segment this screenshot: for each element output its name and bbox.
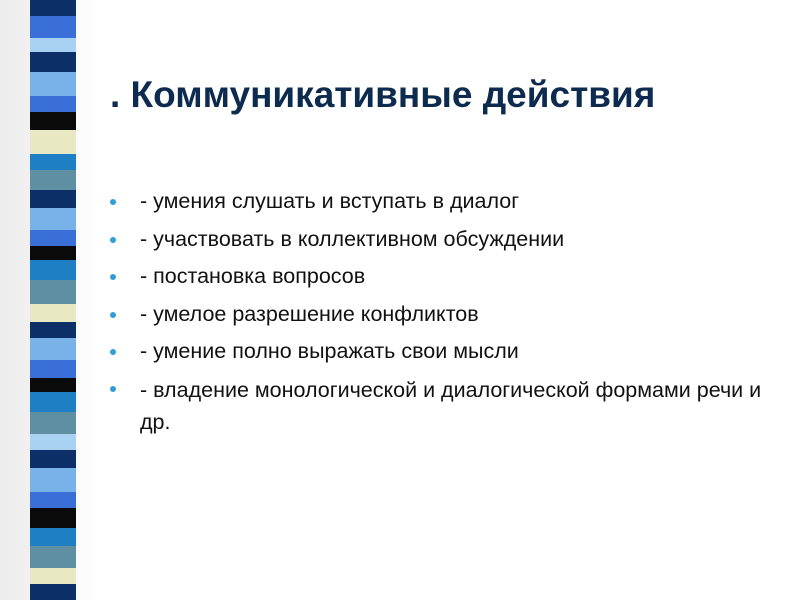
decorative-stripe — [30, 112, 76, 130]
bullet-dot-icon — [110, 349, 116, 355]
decorative-stripe — [30, 190, 76, 208]
bullet-item — [108, 183, 768, 221]
decorative-stripe — [30, 468, 76, 492]
decorative-stripe — [30, 546, 76, 568]
decorative-stripe — [30, 584, 76, 600]
decorative-stripe — [30, 508, 76, 528]
decorative-stripe — [30, 378, 76, 392]
decorative-stripe — [30, 52, 76, 72]
decorative-stripe — [30, 338, 76, 360]
decorative-stripe — [30, 130, 76, 154]
bullet-text: - умение полно выражать свои мысли — [140, 339, 519, 363]
bullet-text: - постановка вопросов — [140, 264, 366, 288]
decorative-stripe — [30, 246, 76, 260]
decorative-stripe — [30, 492, 76, 508]
decorative-stripe — [30, 72, 76, 96]
bullet-dot-icon — [110, 386, 116, 392]
decorative-stripe — [30, 528, 76, 546]
bullet-list — [108, 183, 768, 438]
decorative-stripe — [30, 392, 76, 412]
bullet-dot-icon — [110, 274, 116, 280]
bullet-item — [108, 296, 768, 334]
decorative-stripe — [30, 322, 76, 338]
decorative-stripe — [30, 16, 76, 38]
decorative-stripe — [30, 38, 76, 52]
decorative-stripe — [30, 208, 76, 230]
decorative-stripe — [30, 260, 76, 280]
decorative-stripe — [30, 412, 76, 434]
bullet-item — [108, 221, 768, 259]
decorative-stripe — [30, 280, 76, 304]
decorative-stripe-column — [30, 0, 76, 600]
decorative-stripe — [30, 450, 76, 468]
bullet-dot-icon — [110, 199, 116, 205]
decorative-stripe — [30, 304, 76, 322]
decorative-stripe — [30, 170, 76, 190]
decorative-stripe — [30, 230, 76, 246]
bullet-dot-icon — [110, 312, 116, 318]
bullet-item — [108, 333, 768, 371]
bullet-text: - умения слушать и вступать в диалог — [140, 189, 520, 213]
bullet-text: - владение монологической и диалогической формами речи и др. — [140, 377, 762, 434]
decorative-stripe — [30, 434, 76, 450]
bullet-item — [108, 371, 768, 438]
bullet-item — [108, 258, 768, 296]
slide-title: . Коммуникативные действия — [110, 74, 656, 115]
bullet-dot-icon — [110, 237, 116, 243]
bullet-text: - умелое разрешение конфликтов — [140, 301, 479, 326]
decorative-stripe — [30, 568, 76, 584]
decorative-stripe — [30, 360, 76, 378]
decorative-stripe — [30, 0, 76, 16]
decorative-stripe — [30, 154, 76, 170]
bullet-text: - участвовать в коллективном обсуждении — [140, 226, 565, 251]
decorative-stripe — [30, 96, 76, 112]
